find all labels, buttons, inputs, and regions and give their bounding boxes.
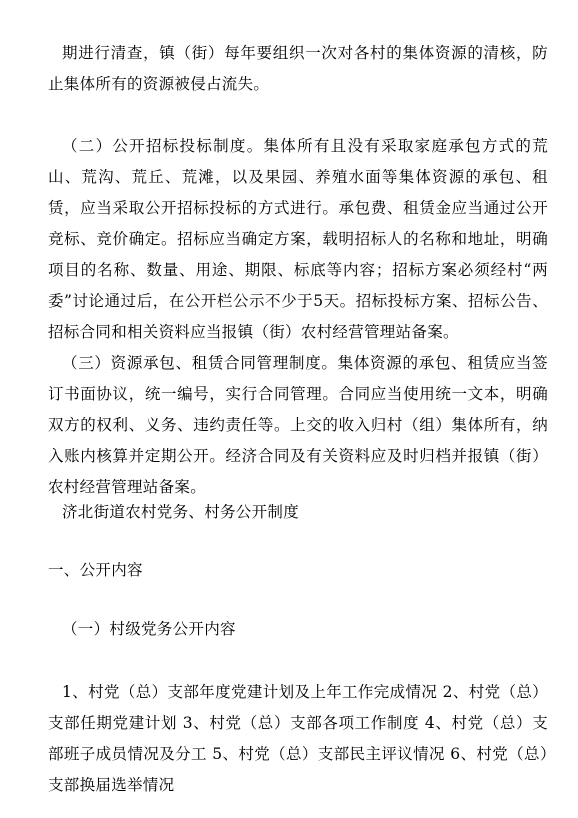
paragraph-public-bidding: （二）公开招标投标制度。集体所有且没有采取家庭承包方式的荒山、荒沟、荒丘、荒滩，以及果园、养殖水面等集体资源的承包、租赁，应当采取公开招标投标的方式进行。承包费、租赁金应当通过公开竞标、竞价确定。招标应当确定方案，载明招标人的名称和地址，明确项目的名称、数量、用途、期限、标底等内容；招标方案必须经村“两委”讨论通过后，在公开栏公示不少于5天。招标投标方案、招标公告、招标合同和相关资料应当报镇（街）农村经营管理站备案。 [48,137,548,341]
subsection-heading-party-affairs: （一）村级党务公开内容 [62,620,236,638]
paragraph-party-affairs-items: 1、村党（总）支部年度党建计划及上年工作完成情况 2、村党（总）支部任期党建计划 3、村党（总）支部各项工作制度 4、村党（总）支部班子成员情况及分工 5、村党（总）支部民主评议情况 6、村党（总）支部换届选举情况 [48,683,548,794]
paragraph-resource-audit: 期进行清查，镇（街）每年要组织一次对各村的集体资源的清核，防止集体所有的资源被侵占流失。 [48,44,548,93]
document-title: 济北街道农村党务、村务公开制度 [62,503,300,521]
section-heading-public-content: 一、公开内容 [48,561,143,579]
paragraph-contract-management: （三）资源承包、租赁合同管理制度。集体资源的承包、租赁应当签订书面协议，统一编号，实行合同管理。合同应当使用统一文本，明确双方的权利、义务、违约责任等。上交的收入归村（组）集体所有，纳入账内核算并定期公开。经济合同及有关资料应及时归档并报镇（街）农村经营管理站备案。 [48,354,548,496]
